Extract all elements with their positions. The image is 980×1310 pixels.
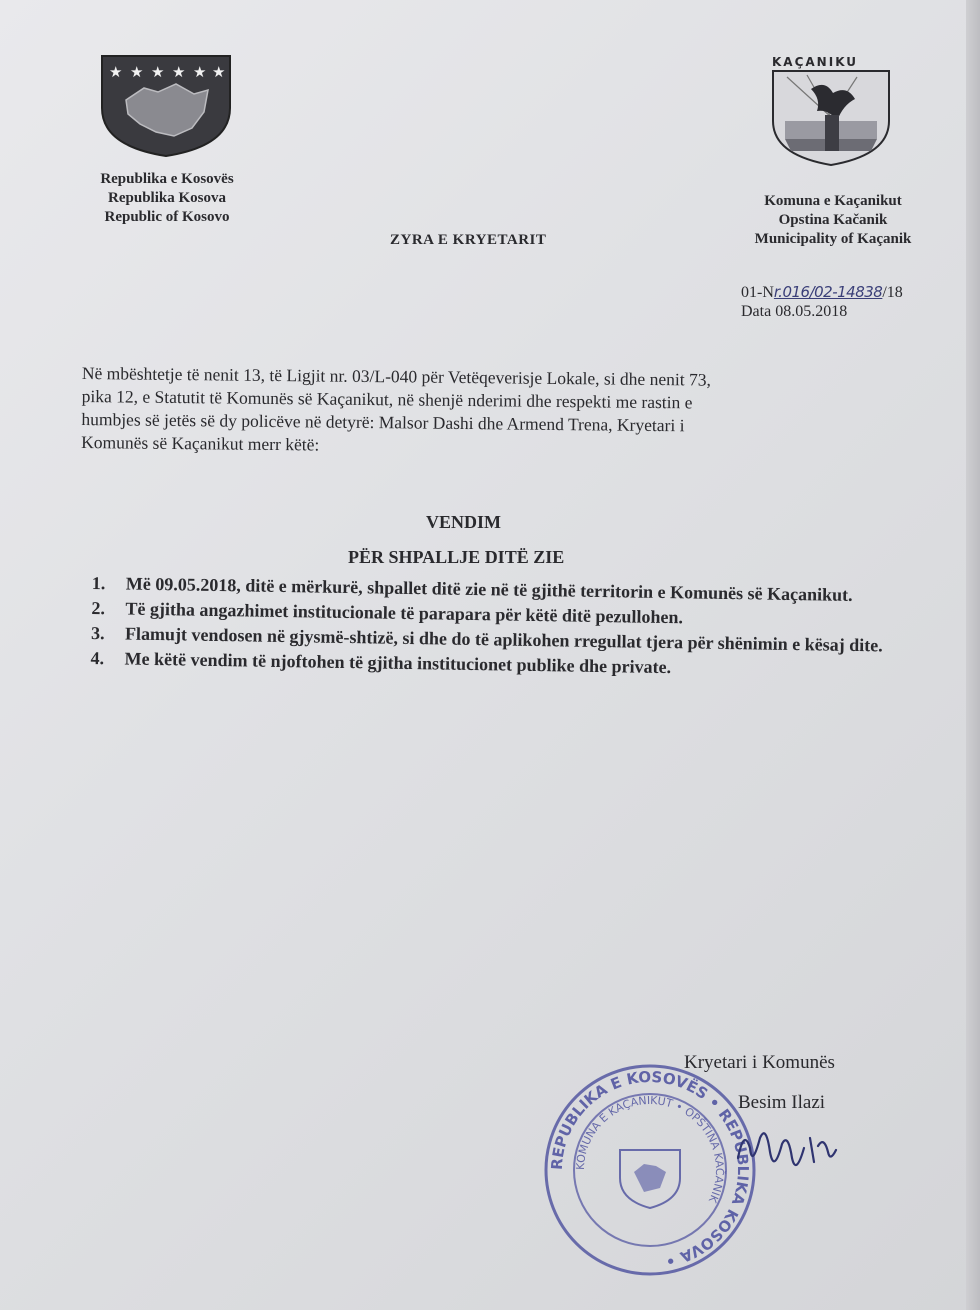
office-name: ZYRA E KRYETARIT	[390, 232, 547, 248]
intro-line: Komunës së Kaçanikut merr këtë:	[81, 431, 320, 455]
item-text: Të gjitha angazhimet institucionale të parapara për këtë ditë pezullohen.	[125, 598, 684, 628]
decision-list	[90, 572, 891, 685]
intro-line: Në mbështetje të nenit 13, të Ligjit nr. 03/L-040 për Vetëqeverisje Lokale, si dhe nenit 73,	[81, 362, 711, 390]
kosovo-coat-of-arms-icon	[96, 50, 236, 165]
intro-line: pika 12, e Statutit të Komunës së Kaçanikut, në shenjë nderimi dhe respekti me rastin e	[81, 385, 693, 413]
signatory-name: Besim Ilazi	[738, 1092, 826, 1113]
item-number: 1.	[91, 572, 106, 594]
item-number: 3.	[90, 622, 105, 644]
official-stamp	[540, 1060, 760, 1285]
svg-text:★: ★	[172, 63, 186, 81]
reference-suffix: /18	[882, 284, 903, 301]
item-text: Flamujt vendosen në gjysmë-shtizë, si dhe do të aplikohen rregullat tjera për shënimin e kësaj dite.	[124, 623, 883, 656]
issuer-line: Republika e Kosovës	[100, 171, 234, 187]
reference-number	[741, 283, 903, 302]
issuer-right	[728, 192, 938, 249]
svg-text:★: ★	[130, 63, 144, 81]
signatory-title: Kryetari i Komunës	[684, 1052, 835, 1073]
svg-text:★: ★	[109, 63, 123, 81]
svg-text:★: ★	[193, 63, 207, 81]
item-text: Më 09.05.2018, ditë e mërkurë, shpallet ditë zie në të gjithë territorin e Komunës së Kaçanikut.	[125, 573, 853, 605]
intro-paragraph	[81, 362, 872, 462]
issuer-line: Opstina Kačanik	[778, 212, 888, 228]
issuer-left	[62, 170, 272, 227]
svg-text:★: ★	[151, 63, 165, 81]
issuer-line: Municipality of Kaçanik	[754, 231, 912, 247]
intro-line: humbjes së jetës së dy policëve në detyrë: Malsor Dashi dhe Armend Trena, Kryetari i	[81, 408, 685, 436]
kacanik-emblem-icon	[767, 55, 895, 172]
decision-title: VENDIM	[426, 512, 501, 532]
document-date: Data 08.05.2018	[741, 303, 848, 320]
item-number: 2.	[91, 597, 106, 619]
emblem-caption: KAÇANIKU	[772, 55, 859, 69]
stamp-inner-text: KOMUNA E KAÇANIKUT • OPŠTINA KAČANIK	[573, 1093, 727, 1205]
issuer-line: Republic of Kosovo	[104, 209, 230, 225]
item-number: 4.	[90, 647, 105, 669]
decision-subtitle: PËR SHPALLJE DITË ZIE	[348, 547, 565, 567]
reference-prefix: 01-N	[741, 284, 774, 301]
issuer-line: Republika Kosova	[108, 190, 226, 206]
reference-handwritten: r.016/02-14838	[773, 283, 883, 301]
page-edge	[966, 0, 980, 1310]
stamp-outer-text: REPUBLIKA E KOSOVËS • REPUBLIKA KOSOVA •	[547, 1067, 753, 1271]
svg-text:★: ★	[212, 63, 226, 81]
item-text: Me këtë vendim të njoftohen të gjitha institucionet publike dhe private.	[124, 648, 672, 678]
issuer-line: Komuna e Kaçanikut	[764, 193, 902, 209]
handwritten-signature	[730, 1118, 840, 1193]
